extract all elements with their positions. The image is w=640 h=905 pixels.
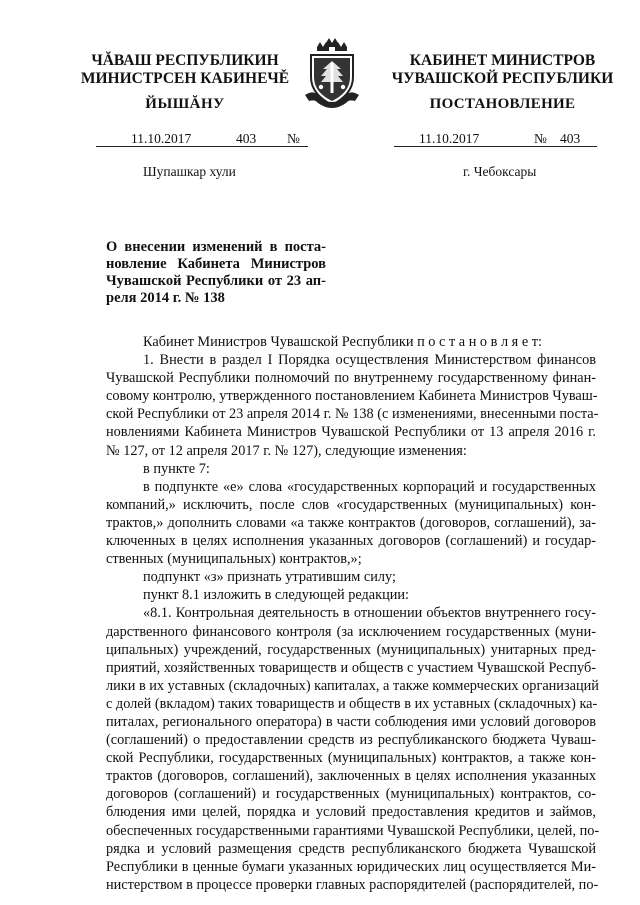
title-line: реля 2014 г. № 138 <box>106 290 225 306</box>
body-line: пункт 8.1 изложить в следующей редакции: <box>143 587 410 604</box>
body-line: ципальных) учреждений, государственных (муниципальных) унитарных пред- <box>106 641 596 658</box>
header-left-line2: МИНИСТРСЕН КАБИНЕЧĚ <box>80 70 290 87</box>
body-line: (соглашений) о предоставлении средств из республиканского бюджета Чуваш- <box>106 732 596 749</box>
body-line: в пункте 7: <box>143 460 210 477</box>
underline-right <box>394 146 597 147</box>
body-line: лики в их уставных (складочных) капиталах, а также коммерческих организаций <box>106 677 599 694</box>
decree-number-left: 403 <box>236 131 257 146</box>
header-right <box>390 52 615 88</box>
body-line: дарственного финансового контроля (за исключением государственных (муни- <box>106 623 596 640</box>
body-line: трактов (договоров, соглашений), заключенных в целях исполнения указанных <box>106 768 596 785</box>
body-line: рядка и условий размещения средств республиканского бюджета Чувашской <box>106 840 596 857</box>
title-line: новление Кабинета Министров <box>106 256 326 272</box>
body-line: обеспеченных государственными гарантиями Чувашской Республики, целей, по- <box>106 822 600 839</box>
body-line: ключенных в целях исполнения указанных договоров (соглашений) и государ- <box>106 533 596 550</box>
header-right-title: ПОСТАНОВЛЕНИЕ <box>429 96 576 112</box>
body-line: ской Республики от 23 апреля 2014 г. № 138 (с изменениями, внесенными поста- <box>106 406 599 423</box>
body-line: «8.1. Контрольная деятельность в отношении объектов внутреннего госу- <box>143 605 596 622</box>
body-line: договоров (соглашений) и государственных (муниципальных) контрактов, со- <box>106 786 596 803</box>
body-line: Чувашской Республики полномочий по внутреннему государственному финан- <box>106 370 596 387</box>
body-line: с долей (вкладом) таких товариществ и обществ в их уставных (складочных) ка- <box>106 695 598 712</box>
city-left: Шупашкар хули <box>143 164 236 179</box>
chuvash-coat-of-arms-icon <box>303 37 361 109</box>
dateline-left <box>96 131 308 147</box>
header-left-title: ЙЫШĂНУ <box>145 96 225 112</box>
body-line: питалах, регионального оператора) в части соблюдения ими условий договоров <box>106 713 596 730</box>
dateline-right <box>394 131 597 147</box>
document-body <box>106 333 600 894</box>
body-line: Кабинет Министров Чувашской Республики п о с т а н о в л я е т: <box>143 334 542 350</box>
decree-date-left: 11.10.2017 <box>131 131 192 146</box>
body-line: компаний,» исключить, после слов «государственных (муниципальных) кон- <box>106 496 596 513</box>
body-line: № 127, от 12 апреля 2017 г. № 127), следующие изменения: <box>106 442 467 459</box>
body-line: ской Республики, государственных (муниципальных) контрактов, а также кон- <box>106 750 596 767</box>
body-line: Республики в ценные бумаги указанных юридических лиц осуществляется Ми- <box>106 858 596 875</box>
header-right-line2: ЧУВАШСКОЙ РЕСПУБЛИКИ <box>391 70 614 87</box>
body-line: нистерством в процессе проверки главных распорядителей (распорядителей, по- <box>106 876 599 893</box>
decree-date-right: 11.10.2017 <box>419 131 480 146</box>
title-line: Чувашской Республики от 23 ап- <box>106 273 326 289</box>
title-line: О внесении изменений в поста- <box>106 239 326 255</box>
body-line: подпункт «з» признать утратившим силу; <box>143 569 396 586</box>
underline-left <box>96 146 308 147</box>
city-right: г. Чебоксары <box>463 164 537 179</box>
header-left <box>70 52 300 88</box>
number-sign-left: № <box>287 131 300 146</box>
body-line: совому контролю, утвержденного постановлением Кабинета Министров Чуваш- <box>106 388 598 405</box>
body-line: приятий, хозяйственных товариществ и обществ с участием Чувашской Респуб- <box>106 659 596 676</box>
body-line: новлениями Кабинета Министров Чувашской Республики от 13 апреля 2016 г. <box>106 424 596 441</box>
header-right-line1: КАБИНЕТ МИНИСТРОВ <box>409 52 596 69</box>
header-left-line1: ЧĂВАШ РЕСПУБЛИКИН <box>91 52 279 69</box>
body-line: 1. Внести в раздел I Порядка осуществления Министерством финансов <box>143 352 596 369</box>
decree-number-right: 403 <box>560 131 581 146</box>
body-line: трактов,» дополнить словами «а также контрактов (договоров, соглашений), за- <box>106 514 596 531</box>
body-line: ственных (муниципальных) контрактов,»; <box>106 551 362 568</box>
body-line: в подпункте «е» слова «государственных корпораций и государственных <box>143 478 596 495</box>
number-sign-right: № <box>534 131 547 146</box>
body-line: блюдения ими целей, порядка и условий предоставления кредитов и займов, <box>106 804 596 821</box>
document-title <box>106 239 326 307</box>
